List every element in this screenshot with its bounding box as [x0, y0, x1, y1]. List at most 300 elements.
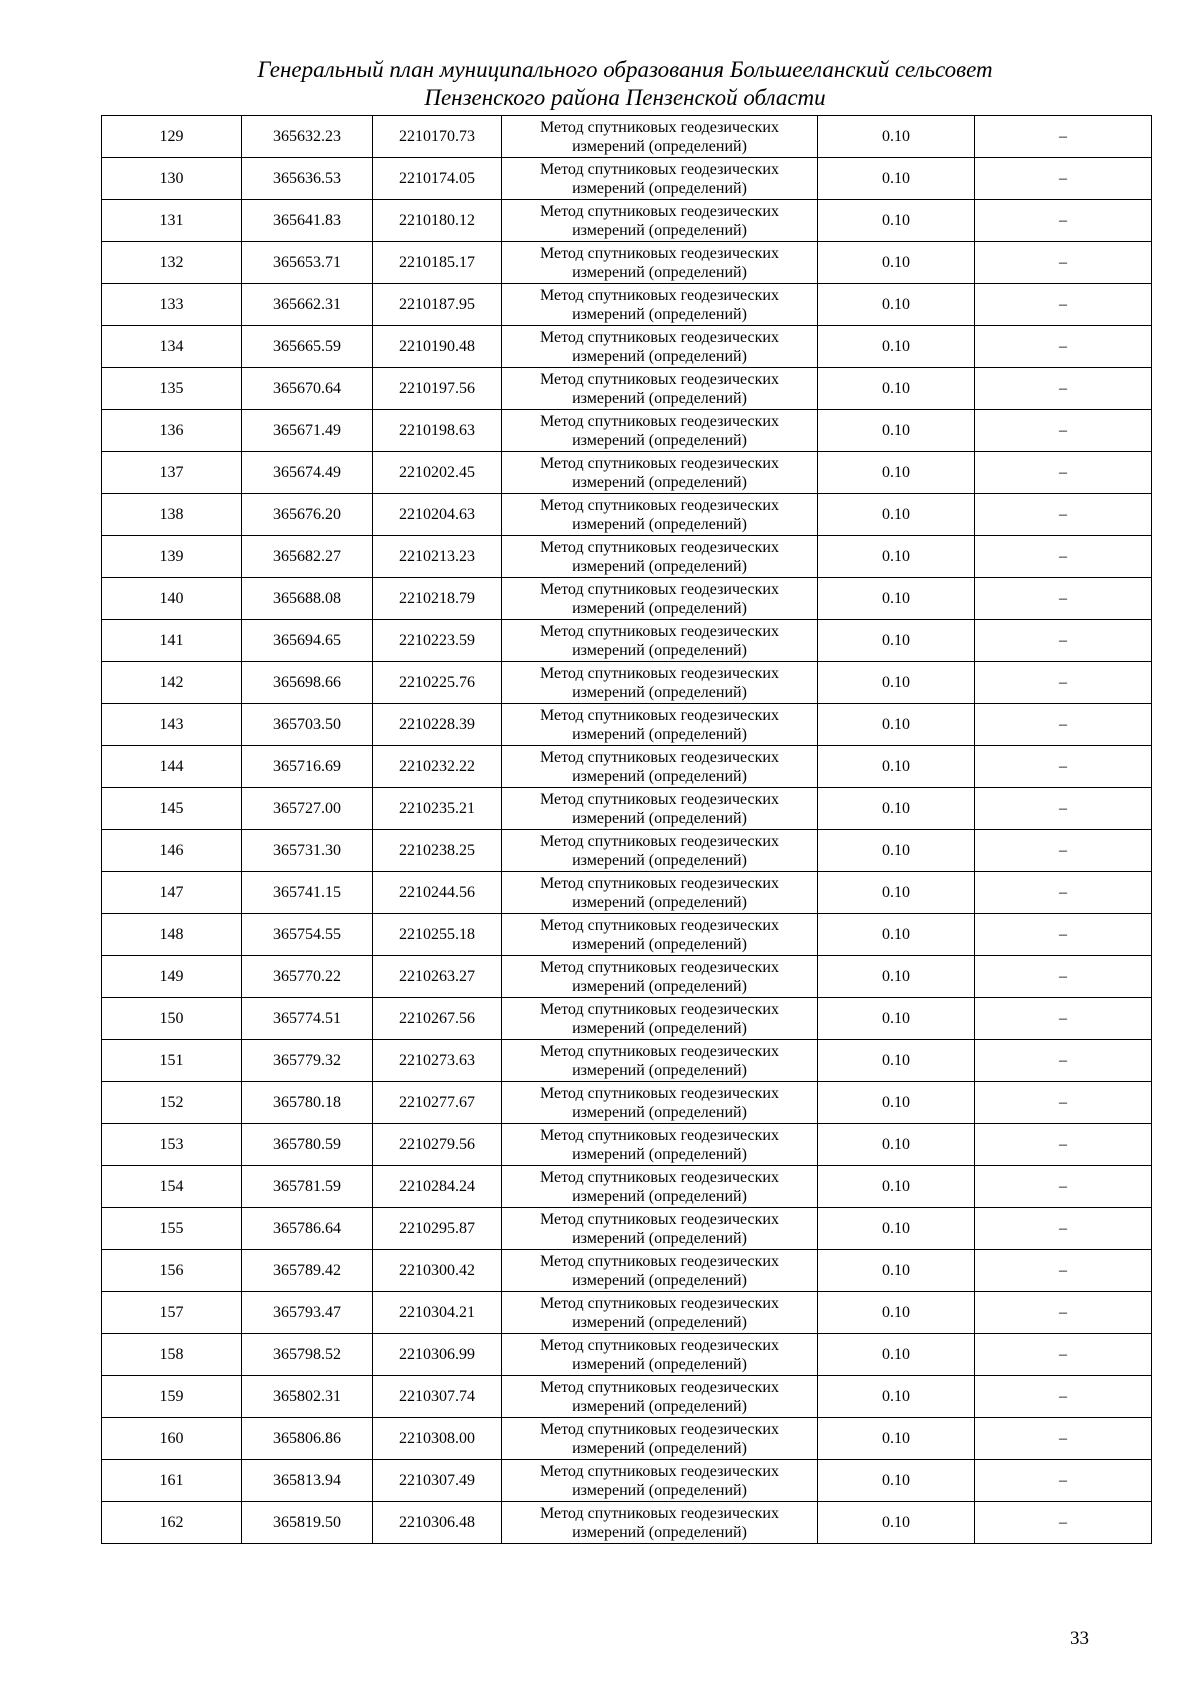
y-coordinate-cell: 2210185.17 [373, 242, 502, 284]
y-coordinate-cell: 2210235.21 [373, 788, 502, 830]
method-line-2: измерений (определений) [572, 389, 747, 407]
table-row [102, 830, 1152, 872]
y-coordinate-cell: 2210255.18 [373, 914, 502, 956]
method-line-2: измерений (определений) [572, 137, 747, 155]
table-row [102, 998, 1152, 1040]
accuracy-cell: 0.10 [818, 620, 975, 662]
method-line-2: измерений (определений) [572, 893, 747, 911]
y-coordinate-cell: 2210279.56 [373, 1124, 502, 1166]
accuracy-cell: 0.10 [818, 914, 975, 956]
method-line-1: Метод спутниковых геодезических [540, 160, 779, 178]
x-coordinate-cell: 365662.31 [242, 284, 373, 326]
y-coordinate-cell: 2210308.00 [373, 1418, 502, 1460]
method-line-2: измерений (определений) [572, 515, 747, 533]
method-cell [502, 1082, 818, 1124]
accuracy-cell: 0.10 [818, 998, 975, 1040]
note-cell: – [975, 578, 1152, 620]
note-cell: – [975, 410, 1152, 452]
method-line-1: Метод спутниковых геодезических [540, 538, 779, 556]
method-cell [502, 536, 818, 578]
method-line-2: измерений (определений) [572, 851, 747, 869]
table-row [102, 872, 1152, 914]
page-number: 33 [1070, 1628, 1089, 1649]
method-line-1: Метод спутниковых геодезических [540, 790, 779, 808]
method-cell [502, 620, 818, 662]
method-cell [502, 788, 818, 830]
x-coordinate-cell: 365676.20 [242, 494, 373, 536]
method-line-2: измерений (определений) [572, 725, 747, 743]
method-line-1: Метод спутниковых геодезических [540, 1126, 779, 1144]
y-coordinate-cell: 2210170.73 [373, 116, 502, 158]
document-header [100, 56, 1150, 112]
note-cell: – [975, 158, 1152, 200]
note-cell: – [975, 242, 1152, 284]
method-cell [502, 326, 818, 368]
x-coordinate-cell: 365754.55 [242, 914, 373, 956]
method-line-1: Метод спутниковых геодезических [540, 1378, 779, 1396]
point-number-cell: 158 [102, 1334, 242, 1376]
table-row [102, 452, 1152, 494]
method-line-1: Метод спутниковых геодезических [540, 622, 779, 640]
x-coordinate-cell: 365819.50 [242, 1502, 373, 1544]
point-number-cell: 142 [102, 662, 242, 704]
x-coordinate-cell: 365781.59 [242, 1166, 373, 1208]
method-cell [502, 914, 818, 956]
y-coordinate-cell: 2210190.48 [373, 326, 502, 368]
method-line-2: измерений (определений) [572, 1103, 747, 1121]
accuracy-cell: 0.10 [818, 368, 975, 410]
method-line-2: измерений (определений) [572, 221, 747, 239]
table-row [102, 914, 1152, 956]
point-number-cell: 159 [102, 1376, 242, 1418]
y-coordinate-cell: 2210295.87 [373, 1208, 502, 1250]
note-cell: – [975, 1292, 1152, 1334]
accuracy-cell: 0.10 [818, 1334, 975, 1376]
x-coordinate-cell: 365641.83 [242, 200, 373, 242]
method-line-1: Метод спутниковых геодезических [540, 1420, 779, 1438]
method-line-2: измерений (определений) [572, 179, 747, 197]
accuracy-cell: 0.10 [818, 116, 975, 158]
x-coordinate-cell: 365786.64 [242, 1208, 373, 1250]
method-line-1: Метод спутниковых геодезических [540, 1462, 779, 1480]
table-row [102, 536, 1152, 578]
y-coordinate-cell: 2210244.56 [373, 872, 502, 914]
method-line-1: Метод спутниковых геодезических [540, 1000, 779, 1018]
table-row [102, 956, 1152, 998]
point-number-cell: 134 [102, 326, 242, 368]
note-cell: – [975, 788, 1152, 830]
table-row [102, 410, 1152, 452]
point-number-cell: 140 [102, 578, 242, 620]
method-line-2: измерений (определений) [572, 1187, 747, 1205]
method-line-1: Метод спутниковых геодезических [540, 958, 779, 976]
accuracy-cell: 0.10 [818, 872, 975, 914]
note-cell: – [975, 998, 1152, 1040]
table-row [102, 1292, 1152, 1334]
method-line-1: Метод спутниковых геодезических [540, 286, 779, 304]
x-coordinate-cell: 365802.31 [242, 1376, 373, 1418]
note-cell: – [975, 830, 1152, 872]
point-number-cell: 148 [102, 914, 242, 956]
point-number-cell: 160 [102, 1418, 242, 1460]
table-row [102, 1502, 1152, 1544]
accuracy-cell: 0.10 [818, 704, 975, 746]
method-line-2: измерений (определений) [572, 1397, 747, 1415]
method-cell [502, 242, 818, 284]
note-cell: – [975, 1124, 1152, 1166]
note-cell: – [975, 200, 1152, 242]
accuracy-cell: 0.10 [818, 242, 975, 284]
method-line-1: Метод спутниковых геодезических [540, 1336, 779, 1354]
point-number-cell: 149 [102, 956, 242, 998]
point-number-cell: 152 [102, 1082, 242, 1124]
point-number-cell: 136 [102, 410, 242, 452]
y-coordinate-cell: 2210202.45 [373, 452, 502, 494]
accuracy-cell: 0.10 [818, 578, 975, 620]
table-row [102, 200, 1152, 242]
table-row [102, 578, 1152, 620]
point-number-cell: 141 [102, 620, 242, 662]
x-coordinate-cell: 365653.71 [242, 242, 373, 284]
method-line-2: измерений (определений) [572, 1439, 747, 1457]
method-line-2: измерений (определений) [572, 1313, 747, 1331]
x-coordinate-cell: 365779.32 [242, 1040, 373, 1082]
accuracy-cell: 0.10 [818, 788, 975, 830]
method-cell [502, 998, 818, 1040]
table-row [102, 1124, 1152, 1166]
x-coordinate-cell: 365770.22 [242, 956, 373, 998]
method-line-1: Метод спутниковых геодезических [540, 118, 779, 136]
accuracy-cell: 0.10 [818, 1124, 975, 1166]
accuracy-cell: 0.10 [818, 536, 975, 578]
method-line-2: измерений (определений) [572, 557, 747, 575]
x-coordinate-cell: 365806.86 [242, 1418, 373, 1460]
method-line-1: Метод спутниковых геодезических [540, 706, 779, 724]
y-coordinate-cell: 2210225.76 [373, 662, 502, 704]
table-row [102, 1334, 1152, 1376]
point-number-cell: 135 [102, 368, 242, 410]
method-line-2: измерений (определений) [572, 977, 747, 995]
method-cell [502, 158, 818, 200]
method-line-2: измерений (определений) [572, 641, 747, 659]
point-number-cell: 132 [102, 242, 242, 284]
accuracy-cell: 0.10 [818, 1376, 975, 1418]
table-body [102, 116, 1152, 1544]
method-line-1: Метод спутниковых геодезических [540, 1504, 779, 1522]
method-line-2: измерений (определений) [572, 809, 747, 827]
coordinates-table [101, 115, 1152, 1544]
note-cell: – [975, 1334, 1152, 1376]
point-number-cell: 144 [102, 746, 242, 788]
method-cell [502, 578, 818, 620]
accuracy-cell: 0.10 [818, 956, 975, 998]
table-row [102, 158, 1152, 200]
method-line-2: измерений (определений) [572, 263, 747, 281]
table-row [102, 1460, 1152, 1502]
accuracy-cell: 0.10 [818, 200, 975, 242]
x-coordinate-cell: 365694.65 [242, 620, 373, 662]
y-coordinate-cell: 2210204.63 [373, 494, 502, 536]
point-number-cell: 155 [102, 1208, 242, 1250]
method-cell [502, 1418, 818, 1460]
table-row [102, 746, 1152, 788]
table-row [102, 704, 1152, 746]
x-coordinate-cell: 365632.23 [242, 116, 373, 158]
accuracy-cell: 0.10 [818, 452, 975, 494]
point-number-cell: 129 [102, 116, 242, 158]
table-row [102, 1418, 1152, 1460]
point-number-cell: 131 [102, 200, 242, 242]
table-row [102, 662, 1152, 704]
method-cell [502, 200, 818, 242]
x-coordinate-cell: 365741.15 [242, 872, 373, 914]
header-line-1: Генеральный план муниципального образования Большееланский сельсовет [257, 57, 993, 82]
note-cell: – [975, 704, 1152, 746]
method-line-1: Метод спутниковых геодезических [540, 1042, 779, 1060]
note-cell: – [975, 116, 1152, 158]
point-number-cell: 150 [102, 998, 242, 1040]
method-line-2: измерений (определений) [572, 1481, 747, 1499]
method-cell [502, 1334, 818, 1376]
y-coordinate-cell: 2210213.23 [373, 536, 502, 578]
point-number-cell: 157 [102, 1292, 242, 1334]
method-cell [502, 284, 818, 326]
y-coordinate-cell: 2210307.74 [373, 1376, 502, 1418]
method-cell [502, 1292, 818, 1334]
method-line-1: Метод спутниковых геодезических [540, 748, 779, 766]
x-coordinate-cell: 365780.18 [242, 1082, 373, 1124]
x-coordinate-cell: 365636.53 [242, 158, 373, 200]
x-coordinate-cell: 365727.00 [242, 788, 373, 830]
accuracy-cell: 0.10 [818, 1250, 975, 1292]
method-cell [502, 872, 818, 914]
method-line-1: Метод спутниковых геодезических [540, 916, 779, 934]
x-coordinate-cell: 365698.66 [242, 662, 373, 704]
y-coordinate-cell: 2210273.63 [373, 1040, 502, 1082]
method-line-2: измерений (определений) [572, 347, 747, 365]
y-coordinate-cell: 2210277.67 [373, 1082, 502, 1124]
accuracy-cell: 0.10 [818, 284, 975, 326]
accuracy-cell: 0.10 [818, 1292, 975, 1334]
y-coordinate-cell: 2210187.95 [373, 284, 502, 326]
point-number-cell: 162 [102, 1502, 242, 1544]
note-cell: – [975, 956, 1152, 998]
y-coordinate-cell: 2210218.79 [373, 578, 502, 620]
x-coordinate-cell: 365682.27 [242, 536, 373, 578]
y-coordinate-cell: 2210306.48 [373, 1502, 502, 1544]
accuracy-cell: 0.10 [818, 1418, 975, 1460]
note-cell: – [975, 1250, 1152, 1292]
y-coordinate-cell: 2210180.12 [373, 200, 502, 242]
y-coordinate-cell: 2210197.56 [373, 368, 502, 410]
accuracy-cell: 0.10 [818, 326, 975, 368]
method-line-1: Метод спутниковых геодезических [540, 412, 779, 430]
method-line-2: измерений (определений) [572, 1229, 747, 1247]
x-coordinate-cell: 365688.08 [242, 578, 373, 620]
point-number-cell: 137 [102, 452, 242, 494]
method-cell [502, 1040, 818, 1082]
note-cell: – [975, 368, 1152, 410]
method-cell [502, 1208, 818, 1250]
point-number-cell: 156 [102, 1250, 242, 1292]
accuracy-cell: 0.10 [818, 1208, 975, 1250]
method-line-1: Метод спутниковых геодезических [540, 1252, 779, 1270]
point-number-cell: 147 [102, 872, 242, 914]
method-line-1: Метод спутниковых геодезических [540, 496, 779, 514]
method-cell [502, 1250, 818, 1292]
y-coordinate-cell: 2210307.49 [373, 1460, 502, 1502]
method-cell [502, 830, 818, 872]
note-cell: – [975, 1460, 1152, 1502]
method-line-2: измерений (определений) [572, 305, 747, 323]
point-number-cell: 143 [102, 704, 242, 746]
note-cell: – [975, 620, 1152, 662]
note-cell: – [975, 1502, 1152, 1544]
table-row [102, 326, 1152, 368]
note-cell: – [975, 494, 1152, 536]
method-line-2: измерений (определений) [572, 1523, 747, 1541]
table-row [102, 116, 1152, 158]
table-row [102, 1376, 1152, 1418]
table-row [102, 1208, 1152, 1250]
note-cell: – [975, 452, 1152, 494]
method-cell [502, 662, 818, 704]
table-row [102, 788, 1152, 830]
note-cell: – [975, 872, 1152, 914]
note-cell: – [975, 914, 1152, 956]
y-coordinate-cell: 2210174.05 [373, 158, 502, 200]
method-line-1: Метод спутниковых геодезических [540, 328, 779, 346]
method-cell [502, 1502, 818, 1544]
accuracy-cell: 0.10 [818, 1460, 975, 1502]
note-cell: – [975, 1040, 1152, 1082]
x-coordinate-cell: 365813.94 [242, 1460, 373, 1502]
method-cell [502, 956, 818, 998]
note-cell: – [975, 1166, 1152, 1208]
point-number-cell: 161 [102, 1460, 242, 1502]
accuracy-cell: 0.10 [818, 746, 975, 788]
x-coordinate-cell: 365798.52 [242, 1334, 373, 1376]
accuracy-cell: 0.10 [818, 410, 975, 452]
method-line-1: Метод спутниковых геодезических [540, 874, 779, 892]
point-number-cell: 151 [102, 1040, 242, 1082]
method-line-2: измерений (определений) [572, 683, 747, 701]
header-line-2: Пензенского района Пензенской области [424, 85, 826, 110]
y-coordinate-cell: 2210263.27 [373, 956, 502, 998]
method-cell [502, 1376, 818, 1418]
note-cell: – [975, 536, 1152, 578]
y-coordinate-cell: 2210300.42 [373, 1250, 502, 1292]
x-coordinate-cell: 365665.59 [242, 326, 373, 368]
x-coordinate-cell: 365780.59 [242, 1124, 373, 1166]
method-cell [502, 1166, 818, 1208]
method-cell [502, 494, 818, 536]
point-number-cell: 145 [102, 788, 242, 830]
y-coordinate-cell: 2210306.99 [373, 1334, 502, 1376]
accuracy-cell: 0.10 [818, 158, 975, 200]
method-line-1: Метод спутниковых геодезических [540, 1168, 779, 1186]
table-row [102, 1250, 1152, 1292]
x-coordinate-cell: 365671.49 [242, 410, 373, 452]
method-line-1: Метод спутниковых геодезических [540, 370, 779, 388]
method-line-1: Метод спутниковых геодезических [540, 1294, 779, 1312]
y-coordinate-cell: 2210223.59 [373, 620, 502, 662]
table-row [102, 368, 1152, 410]
method-line-2: измерений (определений) [572, 431, 747, 449]
point-number-cell: 138 [102, 494, 242, 536]
point-number-cell: 154 [102, 1166, 242, 1208]
note-cell: – [975, 1418, 1152, 1460]
method-line-1: Метод спутниковых геодезических [540, 580, 779, 598]
accuracy-cell: 0.10 [818, 1502, 975, 1544]
method-cell [502, 116, 818, 158]
point-number-cell: 133 [102, 284, 242, 326]
x-coordinate-cell: 365731.30 [242, 830, 373, 872]
accuracy-cell: 0.10 [818, 1082, 975, 1124]
method-cell [502, 410, 818, 452]
y-coordinate-cell: 2210238.25 [373, 830, 502, 872]
x-coordinate-cell: 365703.50 [242, 704, 373, 746]
x-coordinate-cell: 365774.51 [242, 998, 373, 1040]
y-coordinate-cell: 2210304.21 [373, 1292, 502, 1334]
method-line-2: измерений (определений) [572, 1061, 747, 1079]
method-cell [502, 452, 818, 494]
point-number-cell: 146 [102, 830, 242, 872]
method-line-2: измерений (определений) [572, 599, 747, 617]
table-row [102, 242, 1152, 284]
method-line-1: Метод спутниковых геодезических [540, 202, 779, 220]
method-line-2: измерений (определений) [572, 1019, 747, 1037]
method-line-2: измерений (определений) [572, 1145, 747, 1163]
point-number-cell: 153 [102, 1124, 242, 1166]
method-line-1: Метод спутниковых геодезических [540, 454, 779, 472]
note-cell: – [975, 662, 1152, 704]
accuracy-cell: 0.10 [818, 830, 975, 872]
y-coordinate-cell: 2210284.24 [373, 1166, 502, 1208]
x-coordinate-cell: 365674.49 [242, 452, 373, 494]
y-coordinate-cell: 2210198.63 [373, 410, 502, 452]
method-cell [502, 746, 818, 788]
point-number-cell: 139 [102, 536, 242, 578]
note-cell: – [975, 326, 1152, 368]
table-row [102, 1040, 1152, 1082]
method-line-1: Метод спутниковых геодезических [540, 1084, 779, 1102]
accuracy-cell: 0.10 [818, 1166, 975, 1208]
x-coordinate-cell: 365670.64 [242, 368, 373, 410]
accuracy-cell: 0.10 [818, 662, 975, 704]
method-line-2: измерений (определений) [572, 935, 747, 953]
accuracy-cell: 0.10 [818, 1040, 975, 1082]
table-row [102, 620, 1152, 662]
note-cell: – [975, 1082, 1152, 1124]
x-coordinate-cell: 365789.42 [242, 1250, 373, 1292]
note-cell: – [975, 284, 1152, 326]
x-coordinate-cell: 365716.69 [242, 746, 373, 788]
method-cell [502, 1460, 818, 1502]
point-number-cell: 130 [102, 158, 242, 200]
note-cell: – [975, 746, 1152, 788]
method-line-2: измерений (определений) [572, 1355, 747, 1373]
method-line-1: Метод спутниковых геодезических [540, 244, 779, 262]
method-line-2: измерений (определений) [572, 767, 747, 785]
method-cell [502, 1124, 818, 1166]
note-cell: – [975, 1208, 1152, 1250]
y-coordinate-cell: 2210228.39 [373, 704, 502, 746]
method-cell [502, 368, 818, 410]
method-line-1: Метод спутниковых геодезических [540, 664, 779, 682]
method-line-1: Метод спутниковых геодезических [540, 1210, 779, 1228]
method-line-2: измерений (определений) [572, 473, 747, 491]
